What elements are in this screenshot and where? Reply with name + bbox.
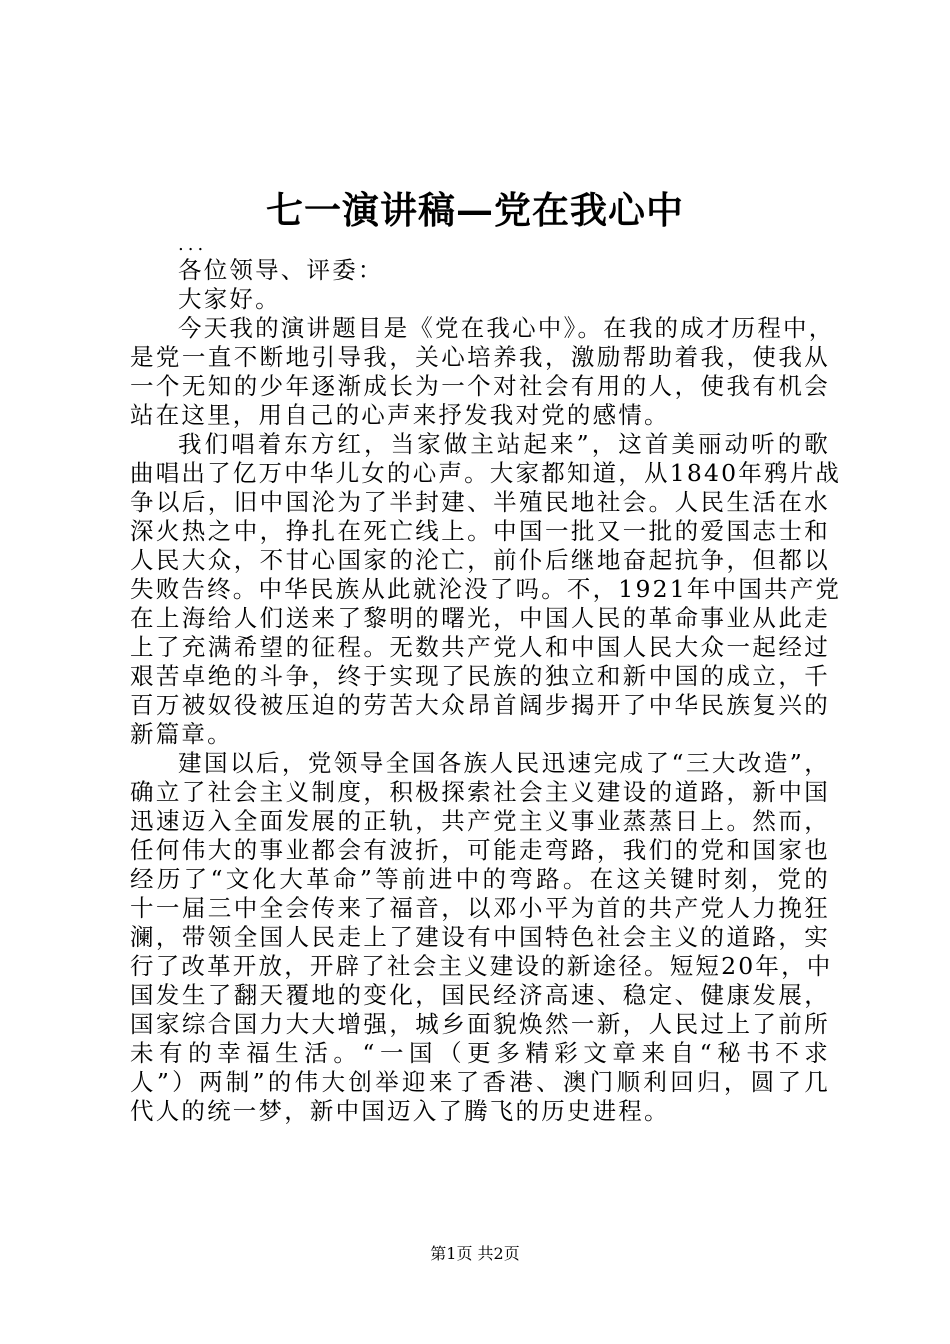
paragraph-line: 新篇章。 xyxy=(130,720,233,748)
paragraph-line: 争以后，旧中国沦为了半封建、半殖民地社会。人民生活在水 xyxy=(130,488,830,516)
hello-line: 大家好。 xyxy=(178,285,281,313)
paragraph-line: 人民大众，不甘心国家的沦亡，前仆后继地奋起抗争，但都以 xyxy=(130,546,830,574)
paragraph-1 xyxy=(130,314,835,430)
paragraph-line: 未有的幸福生活。“一国（更多精彩文章来自“秘书不求 xyxy=(130,1039,830,1067)
paragraph-line: 是党一直不断地引导我，关心培养我，激励帮助着我，使我从 xyxy=(130,343,830,371)
document-body xyxy=(130,234,842,1126)
ellipsis-marker: ... xyxy=(178,234,208,255)
paragraph-line: 百万被奴役被压迫的劳苦大众昂首阔步揭开了中华民族复兴的 xyxy=(130,691,830,719)
paragraph-line: 代人的统一梦，新中国迈入了腾飞的历史进程。 xyxy=(130,1097,670,1125)
paragraph-line: 国家综合国力大大增强，城乡面貌焕然一新，人民过上了前所 xyxy=(130,1010,830,1038)
paragraph-line: 经历了“文化大革命”等前进中的弯路。在这关键时刻，党的 xyxy=(130,865,830,893)
paragraph-line: 人”）两制”的伟大创举迎来了香港、澳门顺利回归，圆了几 xyxy=(130,1068,830,1096)
paragraph-line: 任何伟大的事业都会有波折，可能走弯路，我们的党和国家也 xyxy=(130,836,830,864)
paragraph-line: 深火热之中，挣扎在死亡线上。中国一批又一批的爱国志士和 xyxy=(130,517,830,545)
paragraph-line: 失败告终。中华民族从此就沦没了吗。不，1921年中国共产党 xyxy=(130,575,842,603)
paragraph-line: 今天我的演讲题目是《党在我心中》。在我的成才历程中， xyxy=(178,314,835,342)
paragraph-line: 曲唱出了亿万中华儿女的心声。大家都知道，从1840年鸦片战 xyxy=(130,459,842,487)
paragraph-line: 建国以后，党领导全国各族人民迅速完成了“三大改造”， xyxy=(178,749,830,777)
paragraph-line: 澜，带领全国人民走上了建设有中国特色社会主义的道路，实 xyxy=(130,923,830,951)
paragraph-line: 确立了社会主义制度，积极探索社会主义建设的道路，新中国 xyxy=(130,778,830,806)
paragraph-line: 在上海给人们送来了黎明的曙光，中国人民的革命事业从此走 xyxy=(130,604,830,632)
paragraph-2 xyxy=(130,430,842,749)
paragraph-line: 站在这里，用自己的心声来抒发我对党的感情。 xyxy=(130,401,670,429)
paragraph-line: 十一届三中全会传来了福音，以邓小平为首的共产党人力挽狂 xyxy=(130,894,830,922)
greeting-line: 各位领导、评委： xyxy=(178,256,384,284)
document-title: 七一演讲稿—党在我心中 xyxy=(266,188,684,232)
paragraph-line: 一个无知的少年逐渐成长为一个对社会有用的人，使我有机会 xyxy=(130,372,830,400)
paragraph-line: 国发生了翻天覆地的变化，国民经济高速、稳定、健康发展， xyxy=(130,981,830,1009)
page-footer: 第1页 共2页 xyxy=(430,1244,520,1263)
paragraph-line: 我们唱着东方红，当家做主站起来”，这首美丽动听的歌 xyxy=(178,430,830,458)
paragraph-line: 行了改革开放，开辟了社会主义建设的新途径。短短20年，中 xyxy=(130,952,833,980)
paragraph-3 xyxy=(130,749,833,1126)
paragraph-line: 艰苦卓绝的斗争，终于实现了民族的独立和新中国的成立，千 xyxy=(130,662,830,690)
paragraph-line: 迅速迈入全面发展的正轨，共产党主义事业蒸蒸日上。然而， xyxy=(130,807,830,835)
paragraph-line: 上了充满希望的征程。无数共产党人和中国人民大众一起经过 xyxy=(130,633,830,661)
